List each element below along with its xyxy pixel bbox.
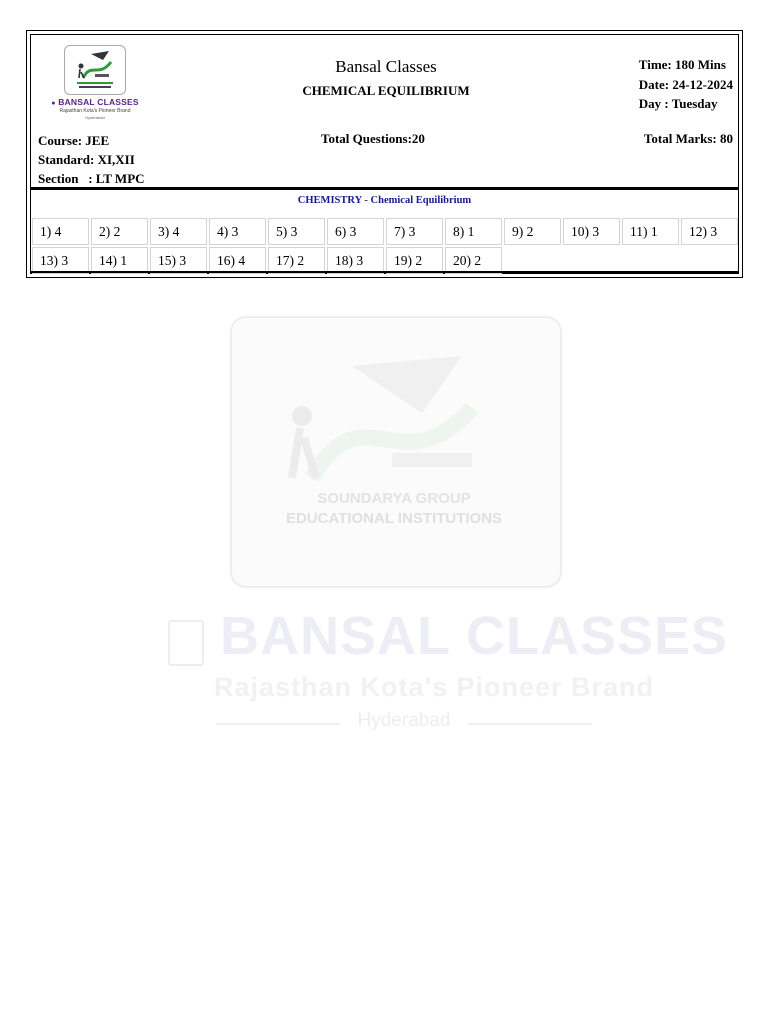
total-marks: Total Marks: 80	[643, 131, 733, 146]
subject-heading: CHEMISTRY - Chemical Equilibrium	[297, 195, 472, 206]
answer-key-inner-border	[30, 34, 739, 274]
exam-meta	[639, 55, 733, 114]
paper-title: CHEMICAL EQUILIBRIUM	[302, 83, 470, 98]
answer-cell: 2) 2	[91, 218, 148, 245]
answer-cell: 12) 3	[681, 218, 738, 245]
answer-key-sheet	[26, 30, 743, 278]
logo-bullet-icon: ●	[51, 100, 56, 107]
watermark-tagline: Rajasthan Kota's Pioneer Brand	[214, 672, 655, 702]
answer-cell: 7) 3	[386, 218, 443, 245]
header-divider	[31, 187, 738, 190]
answer-cell: 15) 3	[150, 247, 207, 274]
answer-cell: 8) 1	[445, 218, 502, 245]
watermark-graduation-icon	[232, 318, 560, 498]
answer-cell: 10) 3	[563, 218, 620, 245]
answer-cell: 11) 1	[622, 218, 679, 245]
footer-divider	[31, 271, 738, 273]
watermark-city: Hyderabad	[216, 710, 592, 732]
answer-cell: 18) 3	[327, 247, 384, 274]
total-questions: Total Questions:20	[321, 131, 425, 146]
answer-cell: 16) 4	[209, 247, 266, 274]
logo-tagline: Rajasthan Kota's Pioneer Brand	[59, 108, 131, 114]
graduation-logo-icon	[69, 48, 121, 92]
logo-city: Hyderabad	[85, 115, 105, 120]
answer-cell: 20) 2	[445, 247, 502, 274]
answer-cell: 1) 4	[32, 218, 89, 245]
logo-caption-text: BANSAL CLASSES	[58, 97, 139, 107]
watermark-brand: BANSAL CLASSES	[220, 606, 729, 666]
answer-cell: 5) 3	[268, 218, 325, 245]
answer-cell: 17) 2	[268, 247, 325, 274]
standard: Standard: XI,XII	[38, 152, 135, 167]
course-info	[38, 131, 145, 188]
watermark-group-name: SOUNDARYA GROUP	[317, 490, 471, 507]
answer-cell: 3) 4	[150, 218, 207, 245]
answer-row	[32, 218, 741, 247]
exam-day: Day : Tuesday	[638, 96, 718, 111]
answer-cell: 4) 3	[209, 218, 266, 245]
organization-name: Bansal Classes	[335, 57, 437, 76]
answer-cell: 9) 2	[504, 218, 561, 245]
section: Section : LT MPC	[38, 171, 145, 186]
answer-cell: 6) 3	[327, 218, 384, 245]
answer-grid	[32, 218, 741, 276]
answer-cell: 13) 3	[32, 247, 89, 274]
answer-cell: 14) 1	[91, 247, 148, 274]
course: Course: JEE	[38, 133, 110, 148]
watermark-logo-card	[230, 316, 562, 588]
institution-logo	[64, 45, 126, 95]
watermark-brand-icon	[168, 620, 204, 666]
exam-date: Date: 24-12-2024	[638, 76, 733, 92]
exam-time: Time: 180 Mins	[638, 57, 726, 72]
watermark-group-subtitle: EDUCATIONAL INSTITUTIONS	[285, 510, 503, 527]
answer-cell: 19) 2	[386, 247, 443, 274]
logo-caption	[47, 97, 143, 107]
